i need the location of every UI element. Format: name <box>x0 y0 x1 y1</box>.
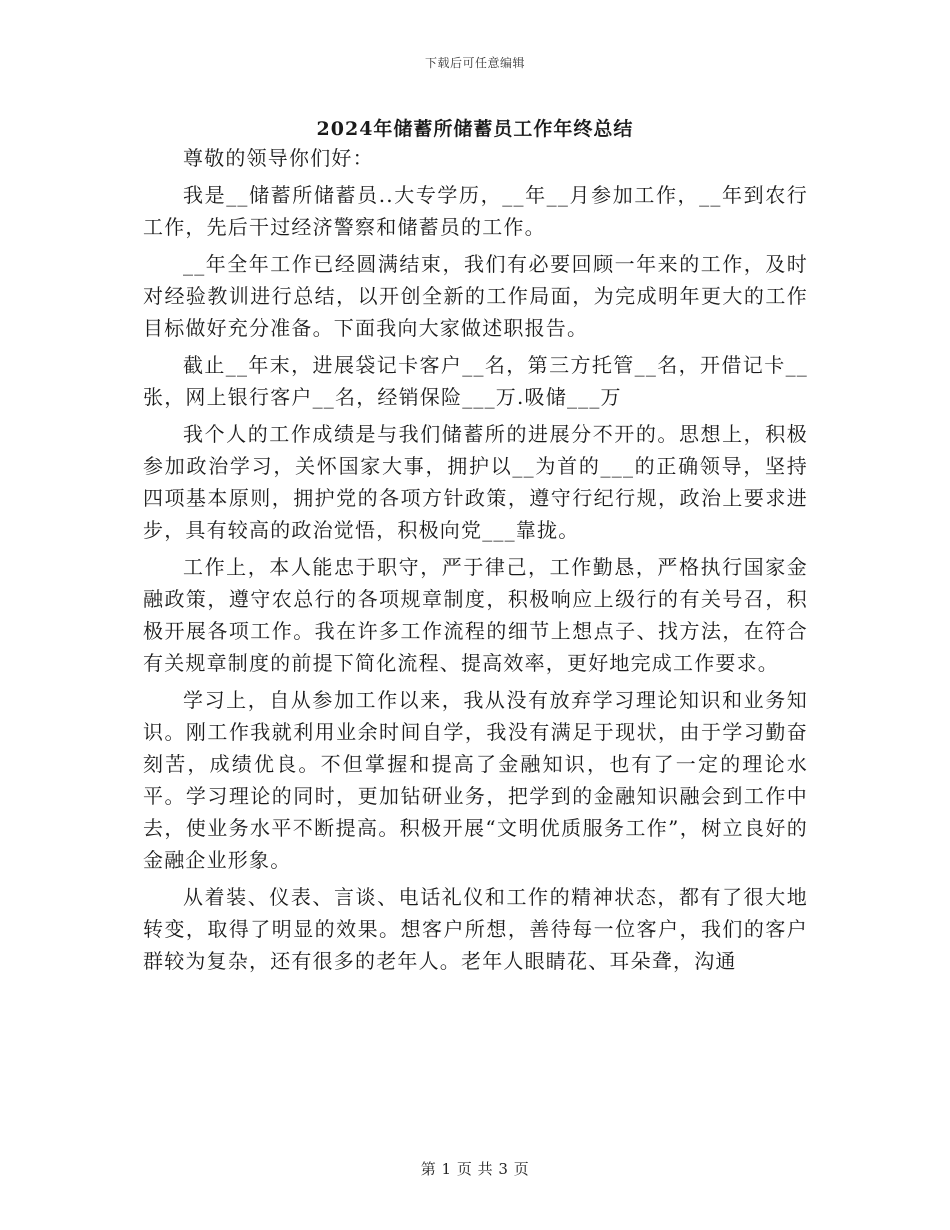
paragraph: 截止__年末，进展袋记卡客户__名，第三方托管__名，开借记卡__张，网上银行客户__名，经销保险___万.吸储___万 <box>143 353 808 409</box>
document-title: 2024年储蓄所储蓄员工作年终总结 <box>316 118 634 140</box>
page-header-note: 下载后可任意编辑 <box>424 56 525 70</box>
paragraph: 从着装、仪表、言谈、电话礼仪和工作的精神状态，都有了很大地转变，取得了明显的效果。想客户所想，善待每一位客户，我们的客户群较为复杂，还有很多的老年人。老年人眼睛花、耳朵聋，沟通 <box>143 885 808 973</box>
paragraph: 我个人的工作成绩是与我们储蓄所的进展分不开的。思想上，积极参加政治学习，关怀国家大事，拥护以__为首的___的正确领导，坚持四项基本原则，拥护党的各项方针政策，遵守行纪行规，政治上要求进步，具有较高的政治觉悟，积极向党___靠拢。 <box>143 422 808 542</box>
page-number-footer: 第 1 页 共 3 页 <box>420 1160 530 1178</box>
paragraph-greeting: 尊敬的领导你们好： <box>183 146 374 170</box>
paragraph: __年全年工作已经圆满结束，我们有必要回顾一年来的工作，及时对经验教训进行总结，以开创全新的工作局面，为完成明年更大的工作目标做好充分准备。下面我向大家做述职报告。 <box>143 252 808 340</box>
paragraph: 我是__储蓄所储蓄员..大专学历，__年__月参加工作，__年到农行工作，先后干过经济警察和储蓄员的工作。 <box>143 183 808 239</box>
document-body <box>143 142 808 977</box>
paragraph: 工作上，本人能忠于职守，严于律己，工作勤恳，严格执行国家金融政策，遵守农总行的各项规章制度，积极响应上级行的有关号召，积极开展各项工作。我在许多工作流程的细节上想点子、找方法，在符合有关规章制度的前提下简化流程、提高效率，更好地完成工作要求。 <box>143 555 808 675</box>
paragraph: 学习上，自从参加工作以来，我从没有放弃学习理论知识和业务知识。刚工作我就利用业余时间自学，我没有满足于现状，由于学习勤奋刻苦，成绩优良。不但掌握和提高了金融知识，也有了一定的理论水平。学习理论的同时，更加钻研业务，把学到的金融知识融会到工作中去，使业务水平不断提高。积极开展“文明优质服务工作”，树立良好的金融企业形象。 <box>143 688 808 872</box>
